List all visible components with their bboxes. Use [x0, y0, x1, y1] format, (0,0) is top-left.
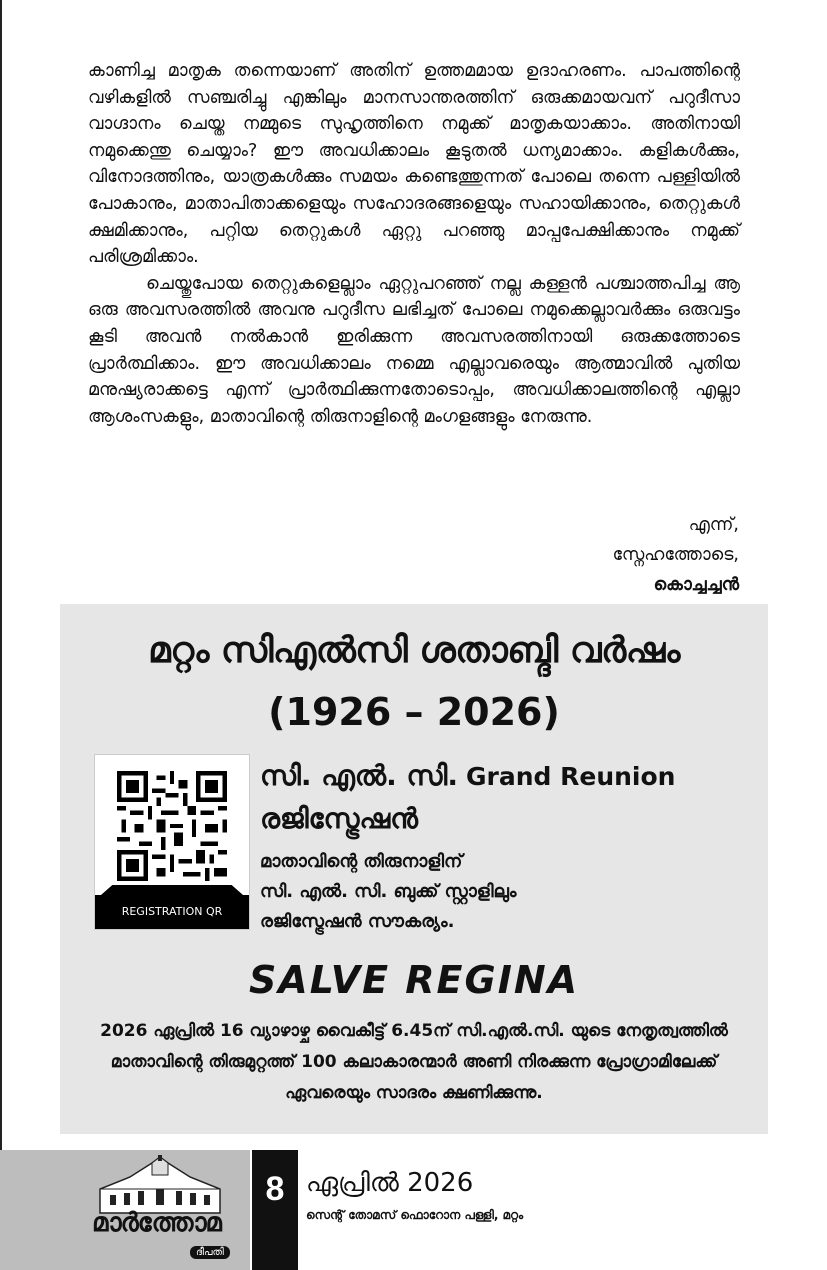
announcement-panel [60, 604, 768, 1134]
parish-name: സെന്റ് തോമസ് ഫൊറോന പള്ളി, മറ്റം [306, 1208, 524, 1222]
qr-label: REGISTRATION QR [95, 895, 249, 929]
page-number: 8 [265, 1170, 285, 1208]
event-details [90, 1016, 738, 1109]
event-line-1: 2026 ഏപ്രിൽ 16 വ്യാഴാഴ്ച വൈകീട്ട് 6.45ന് സി.എൽ.സി. യുടെ നേതൃത്വത്തിൽ [100, 1021, 728, 1041]
announcement-years: (1926 – 2026) [268, 690, 560, 734]
event-line-2: മാതാവിന്റെ തിരുമുറ്റത്ത് 100 കലാകാരന്മാർ അണി നിരക്കുന്ന പ്രോഗ്രാമിലേക്ക് [110, 1052, 718, 1072]
registration-details [260, 847, 516, 937]
signoff-name: കൊച്ചച്ചൻ [653, 575, 739, 595]
registration-line-2: സി. എൽ. സി. ബുക്ക് സ്റ്റാളിലും [260, 881, 517, 902]
qr-code-icon [117, 771, 227, 881]
page-number-box [252, 1150, 298, 1270]
registration-qr[interactable] [94, 754, 250, 930]
registration-line-3: രജിസ്ട്രേഷൻ സൗകര്യം. [260, 911, 455, 932]
registration-heading-ml: സി. എൽ. സി. [260, 759, 458, 792]
letter-paragraph-2: ചെയ്തുപോയ തെറ്റുകളെല്ലാം ഏറ്റുപറഞ്ഞ് നല്ല കള്ളൻ പശ്ചാത്തപിച്ച ആ ഒരു അവസരത്തിൽ അവനു പറുദീസ ലഭിച്ചത് പോലെ നമുക്കെല്ലാവർക്കും ഒരുവട്ടം കൂടി അവൻ നൽകാൻ ഇരിക്കുന്ന അവസരത്തിനായി ഒരുക്കത്തോടെ പ്രാർത്ഥിക്കാം. ഈ അവധിക്കാലം നമ്മെ എല്ലാവരെയും ആത്മാവിൽ പുതിയ മനുഷ്യരാക്കട്ടെ എന്ന് പ്രാർത്ഥിക്കുന്നതോടൊപ്പം, അവധിക്കാലത്തിന്റെ എല്ലാ ആശംസകളും, മാതാവിന്റെ തിരുനാളിന്റെ മംഗളങ്ങളും നേരുന്നു. [88, 273, 740, 427]
letter-paragraph-1: കാണിച്ച മാതൃക തന്നെയാണ് അതിന് ഉത്തമമായ ഉദാഹരണം. പാപത്തിന്റെ വഴികളിൽ സഞ്ചരിച്ചു എങ്കിലും മാനസാന്തരത്തിന് ഒരുക്കമായവന് പറുദീസാ വാഗ്ദാനം ചെയ്ത നമ്മുടെ സുഹൃത്തിനെ നമുക്ക് മാതൃകയാക്കാം. അതിനായി നമുക്കെന്തു ചെയ്യാം? ഈ അവധിക്കാലം കൂടുതൽ ധന്യമാക്കാം. കളികൾക്കും, വിനോദത്തിനും, യാത്രകൾക്കും സമയം കണ്ടെത്തുന്നത് പോലെ തന്നെ പള്ളിയിൽ പോകാനും, മാതാപിതാക്കളെയും സഹോദരങ്ങളെയും സഹായിക്കാനും, തെറ്റുകൾ ക്ഷമിക്കാനും, പറ്റിയ തെറ്റുകൾ ഏറ്റു പറഞ്ഞു മാപ്പപേക്ഷിക്കാനും നമുക്ക് പരിശ്രമിക്കാം. [88, 61, 740, 268]
registration-line-1: മാതാവിന്റെ തിരുനാളിന് [260, 851, 463, 872]
event-line-3: ഏവരെയും സാദരം ക്ഷണിക്കുന്നു. [285, 1083, 543, 1103]
logo-title: മാർത്തോമ [92, 1208, 221, 1238]
signoff-line-2: സ്നേഹത്തോടെ, [612, 545, 739, 565]
signoff-line-1: എന്ന്, [688, 515, 739, 535]
page-footer [0, 1150, 827, 1270]
registration-heading-2: രജിസ്ട്രേഷൻ [260, 802, 419, 835]
church-icon [90, 1155, 230, 1215]
letter-signoff [612, 510, 739, 600]
event-title: SALVE REGINA [248, 958, 580, 1002]
logo-subtitle: ദീപതി [190, 1246, 230, 1259]
issue-month: ഏപ്രിൽ 2026 [306, 1168, 474, 1198]
announcement-title: മറ്റം സിഎൽസി ശതാബ്ദി വർഷം [148, 630, 680, 671]
registration-heading [260, 759, 675, 793]
letter-body [88, 58, 740, 430]
registration-heading-en: Grand Reunion [466, 762, 676, 791]
magazine-logo [0, 1150, 250, 1270]
